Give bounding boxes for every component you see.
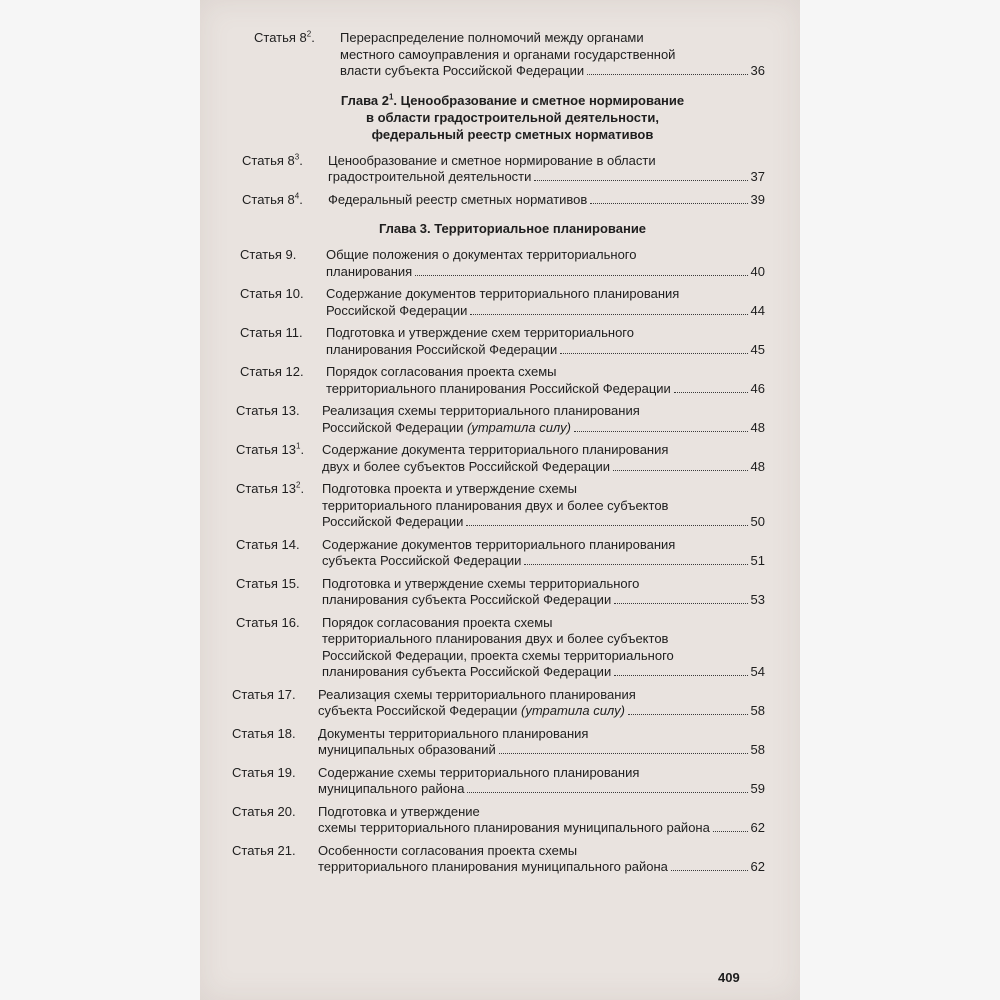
article-label: Статья $8^4$. <box>242 191 303 207</box>
article-label: Статья 12. <box>240 364 304 379</box>
toc-entry <box>228 481 765 531</box>
article-label: Статья 17. <box>232 686 296 702</box>
toc-entry <box>224 804 765 837</box>
article-label: Статья 14. <box>236 536 300 552</box>
toc-entry <box>232 364 765 397</box>
page-ref: 62 <box>750 820 765 835</box>
toc-entry <box>234 153 765 186</box>
article-title: Содержание документа территориального планирования двух и более субъектов Российской Федерации 48 <box>322 442 765 474</box>
page-number: 409 <box>718 970 740 985</box>
repealed-note: (утратила силу) <box>467 419 571 435</box>
chapter-heading: Глава $2^1$. Ценообразование и сметное нормирование в области градостроительной деятельности, федеральный реестр сметных нормативов <box>340 92 685 142</box>
toc-entry <box>232 286 765 319</box>
article-label: Статья 16. <box>236 614 300 630</box>
toc-entry <box>228 537 765 570</box>
article-title: Реализация схемы территориального планирования субъекта Российской Федерации (утратила силу) 58 <box>318 686 765 718</box>
toc-entry <box>224 765 765 798</box>
article-title: Порядок согласования проекта схемы территориального планирования Российской Федерации 46 <box>326 364 765 396</box>
article-title: Общие положения о документах территориального планирования 40 <box>326 247 765 279</box>
article-title: Содержание документов территориального планирования Российской Федерации 44 <box>326 286 765 318</box>
article-title: Порядок согласования проекта схемы территориального планирования двух и более субъектов Российской Федерации, проекта схемы территориального планирования субъекта Российской Федерации 54 <box>322 614 765 679</box>
toc-entry <box>246 30 765 80</box>
article-title: Подготовка и утверждение схемы территориального планирования муниципального района 62 <box>318 803 765 835</box>
article-label: Статья 15. <box>236 575 300 591</box>
article-title: Перераспределение полномочий между органами местного самоуправления и органами государственной власти субъекта Российской Федерации 36 <box>340 30 765 78</box>
toc-entry <box>228 615 765 681</box>
article-title: Содержание документов территориального планирования субъекта Российской Федерации 51 <box>322 536 765 568</box>
toc-entry <box>232 325 765 358</box>
page-ref: 53 <box>750 592 765 607</box>
page-ref: 48 <box>750 458 765 474</box>
page-ref: 46 <box>750 380 765 396</box>
page-ref: 37 <box>750 169 765 184</box>
article-label: Статья 19. <box>232 764 296 780</box>
article-title: Федеральный реестр сметных нормативов 39 <box>328 191 765 207</box>
repealed-note: (утратила силу) <box>521 703 625 718</box>
article-label: Статья $8^3$. <box>242 152 303 168</box>
article-label: Статья 9. <box>240 247 297 262</box>
page-ref: 39 <box>750 191 765 207</box>
page-ref: 54 <box>750 664 765 679</box>
page-ref: 44 <box>750 302 765 318</box>
article-title: Документы территориального планирования муниципальных образований 58 <box>318 725 765 757</box>
toc-entry <box>224 726 765 759</box>
article-label: Статья $13^1$. <box>236 441 305 457</box>
article-label: Статья 11. <box>240 325 303 340</box>
page-ref: 36 <box>750 63 765 78</box>
page-ref: 40 <box>750 263 765 279</box>
page-ref: 62 <box>750 859 765 874</box>
article-label: Статья 10. <box>240 286 304 301</box>
book-page <box>200 0 800 1000</box>
chapter-heading: Глава 3. Территориальное планирование <box>378 221 647 236</box>
page-ref: 51 <box>750 553 765 568</box>
article-label: Статья $8^2$. <box>254 29 315 45</box>
article-label: Статья 20. <box>232 803 296 819</box>
toc-entry <box>224 687 765 720</box>
article-title: Реализация схемы территориального планирования Российской Федерации (утратила силу) 48 <box>322 403 765 435</box>
page-ref: 58 <box>750 742 765 757</box>
article-title: Особенности согласования проекта схемы территориального планирования муниципального района 62 <box>318 842 765 874</box>
article-title: Подготовка и утверждение схемы территориального планирования субъекта Российской Федерации 53 <box>322 575 765 607</box>
page-ref: 59 <box>750 781 765 796</box>
article-title: Ценообразование и сметное нормирование в области градостроительной деятельности 37 <box>328 152 765 184</box>
article-label: Статья 21. <box>232 842 296 858</box>
toc-entry <box>228 442 765 475</box>
article-title: Подготовка проекта и утверждение схемы территориального планирования двух и более субъектов Российской Федерации 50 <box>322 481 765 529</box>
article-title: Содержание схемы территориального планирования муниципального района 59 <box>318 764 765 796</box>
toc-entry <box>224 843 765 876</box>
toc-entry <box>234 192 765 209</box>
article-label: Статья $13^2$. <box>236 480 305 496</box>
article-label: Статья 13. <box>236 403 300 418</box>
table-of-contents <box>220 30 765 882</box>
article-title: Подготовка и утверждение схем территориального планирования Российской Федерации 45 <box>326 325 765 357</box>
page-ref: 50 <box>750 514 765 529</box>
article-label: Статья 18. <box>232 725 296 741</box>
page-ref: 58 <box>750 703 765 718</box>
toc-entry <box>228 403 765 436</box>
toc-entry <box>232 247 765 280</box>
page-ref: 48 <box>750 419 765 435</box>
toc-entry <box>228 576 765 609</box>
page-ref: 45 <box>750 341 765 357</box>
